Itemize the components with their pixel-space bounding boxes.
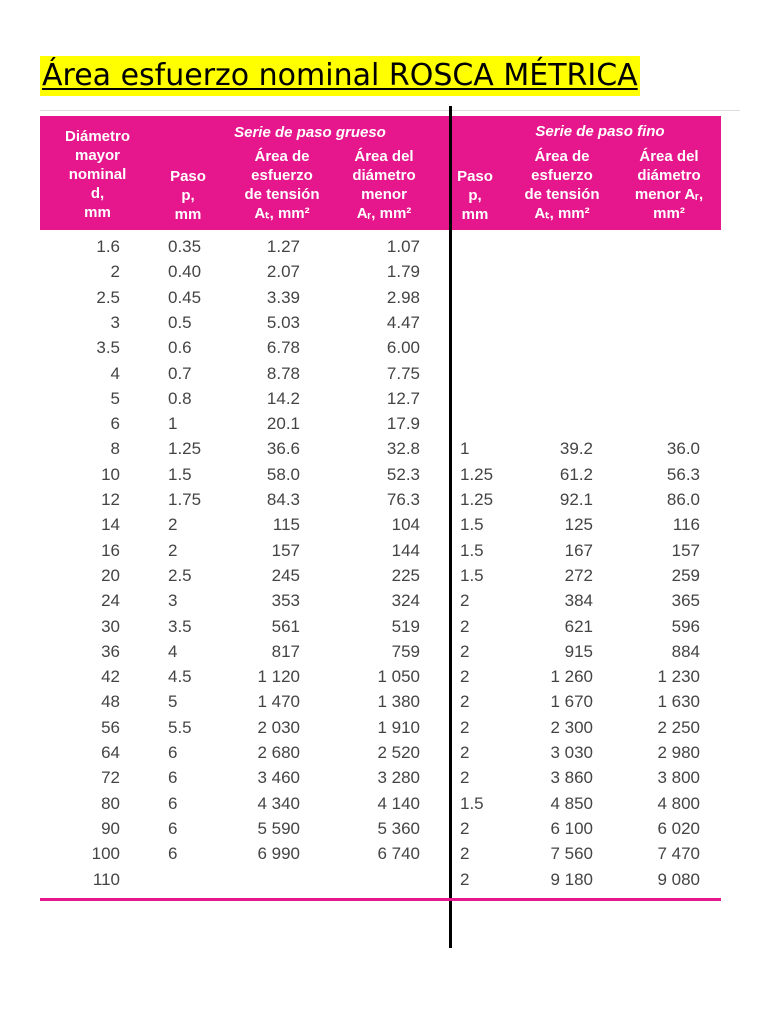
cell-pitch-coarse: 2	[168, 540, 178, 560]
table-row	[0, 715, 768, 740]
cell-tensile-area-fine: 1 260	[550, 667, 593, 687]
cell-pitch-coarse: 2.5	[168, 565, 192, 585]
cell-diameter: 16	[101, 540, 120, 560]
cell-pitch-fine: 2	[460, 692, 470, 712]
page-title: Área esfuerzo nominal ROSCA MÉTRICA	[40, 56, 640, 96]
cell-pitch-coarse: 0.7	[168, 363, 192, 383]
cell-tensile-area-coarse: 6.78	[266, 338, 300, 358]
cell-minor-area-coarse: 17.9	[386, 414, 420, 434]
cell-minor-area-coarse: 4 140	[377, 793, 420, 813]
cell-minor-area-coarse: 12.7	[386, 388, 420, 408]
cell-tensile-area-coarse: 245	[271, 565, 300, 585]
cell-pitch-coarse: 5.5	[168, 717, 192, 737]
cell-diameter: 24	[101, 591, 120, 611]
table-row	[0, 639, 768, 664]
table-row	[0, 462, 768, 487]
cell-pitch-fine: 2	[460, 616, 470, 636]
cell-tensile-area-fine: 7 560	[550, 844, 593, 864]
table-row	[0, 588, 768, 613]
table-row	[0, 335, 768, 360]
cell-tensile-area-fine: 61.2	[559, 464, 593, 484]
cell-pitch-coarse: 1.75	[168, 490, 202, 509]
cell-tensile-area-coarse: 4 340	[257, 793, 300, 813]
header-minor-area-coarse: Área del diámetro menor Aᵣ, mm²	[352, 148, 416, 222]
cell-tensile-area-coarse: 84.3	[266, 490, 300, 509]
cell-tensile-area-coarse: 20.1	[266, 414, 300, 434]
cell-tensile-area-coarse: 5.03	[266, 312, 300, 332]
cell-diameter: 2	[110, 262, 120, 282]
cell-tensile-area-fine: 9 180	[550, 869, 593, 889]
cell-minor-area-coarse: 519	[391, 616, 420, 636]
cell-minor-area-fine: 884	[671, 641, 700, 661]
cell-tensile-area-coarse: 3 460	[257, 768, 300, 788]
cell-pitch-coarse: 5	[168, 692, 178, 712]
cell-tensile-area-fine: 272	[564, 565, 593, 585]
cell-diameter: 20	[101, 565, 120, 585]
cell-diameter: 42	[101, 667, 120, 687]
cell-tensile-area-coarse: 14.2	[266, 388, 300, 408]
header-diameter: Diámetro mayor nominal d, mm	[64, 128, 131, 221]
cell-pitch-fine: 1.5	[460, 793, 484, 813]
cell-pitch-fine: 1.25	[460, 490, 494, 509]
cell-pitch-coarse: 6	[168, 844, 178, 864]
cell-tensile-area-coarse: 2.07	[266, 262, 300, 282]
cell-tensile-area-fine: 6 100	[550, 818, 593, 838]
cell-minor-area-coarse: 3 280	[377, 768, 420, 788]
cell-minor-area-coarse: 144	[391, 540, 420, 560]
cell-minor-area-coarse: 1.79	[386, 262, 420, 282]
cell-tensile-area-coarse: 6 990	[257, 844, 300, 864]
cell-pitch-coarse: 4.5	[168, 667, 192, 687]
cell-minor-area-coarse: 2 520	[377, 743, 420, 762]
cell-tensile-area-coarse: 8.78	[266, 363, 300, 383]
cell-pitch-fine: 2	[460, 641, 470, 661]
cell-tensile-area-fine: 2 300	[550, 717, 593, 737]
cell-minor-area-fine: 2 980	[657, 743, 700, 762]
table-row	[0, 285, 768, 310]
cell-pitch-coarse: 1	[168, 414, 178, 434]
cell-tensile-area-fine: 384	[564, 591, 593, 611]
cell-diameter: 3	[110, 312, 120, 332]
table-row	[0, 867, 768, 892]
cell-pitch-coarse: 0.35	[168, 237, 202, 256]
cell-pitch-coarse: 3	[168, 591, 178, 611]
cell-minor-area-fine: 365	[671, 591, 700, 611]
cell-minor-area-fine: 259	[671, 565, 700, 585]
cell-minor-area-fine: 2 250	[657, 717, 700, 737]
cell-pitch-coarse: 0.45	[168, 287, 202, 307]
cell-diameter: 48	[101, 692, 120, 712]
title-block	[40, 56, 640, 96]
table-header	[40, 116, 721, 230]
cell-pitch-fine: 1	[460, 439, 470, 459]
cell-tensile-area-fine: 167	[564, 540, 593, 560]
cell-diameter: 3.5	[96, 338, 120, 358]
cell-tensile-area-coarse: 115	[272, 515, 300, 535]
cell-tensile-area-coarse: 1.27	[266, 237, 300, 256]
cell-pitch-fine: 1.5	[460, 515, 484, 535]
cell-minor-area-fine: 56.3	[666, 464, 700, 484]
table-row	[0, 487, 768, 512]
table-row	[0, 664, 768, 689]
cell-pitch-coarse: 0.6	[168, 338, 192, 358]
cell-minor-area-coarse: 1.07	[386, 237, 420, 256]
cell-minor-area-coarse: 52.3	[386, 464, 420, 484]
cell-minor-area-coarse: 32.8	[386, 439, 420, 459]
cell-tensile-area-fine: 3 030	[550, 743, 593, 762]
cell-minor-area-fine: 1 630	[657, 692, 700, 712]
cell-tensile-area-coarse: 1 470	[257, 692, 300, 712]
cell-minor-area-coarse: 6 740	[377, 844, 420, 864]
header-tensile-area-fine: Área de esfuerzo de tensión Aₜ, mm²	[524, 148, 600, 222]
cell-tensile-area-coarse: 1 120	[257, 667, 300, 687]
cell-diameter: 30	[101, 616, 120, 636]
cell-tensile-area-fine: 3 860	[550, 768, 593, 788]
cell-pitch-fine: 1.5	[460, 540, 484, 560]
cell-minor-area-fine: 7 470	[657, 844, 700, 864]
table-row	[0, 436, 768, 461]
table-row	[0, 512, 768, 537]
cell-minor-area-fine: 3 800	[657, 768, 700, 788]
cell-minor-area-fine: 6 020	[657, 818, 700, 838]
cell-minor-area-fine: 1 230	[657, 667, 700, 687]
cell-diameter: 10	[101, 464, 120, 484]
cell-minor-area-coarse: 1 380	[377, 692, 420, 712]
cell-tensile-area-fine: 92.1	[559, 490, 593, 509]
cell-diameter: 100	[91, 844, 120, 864]
cell-pitch-coarse: 0.8	[168, 388, 192, 408]
header-group-coarse: Serie de paso grueso	[234, 124, 386, 141]
top-divider	[40, 110, 740, 111]
cell-diameter: 56	[101, 717, 120, 737]
cell-pitch-coarse: 1.5	[168, 464, 192, 484]
cell-pitch-coarse: 3.5	[168, 616, 192, 636]
cell-tensile-area-coarse: 817	[271, 641, 300, 661]
cell-minor-area-coarse: 4.47	[386, 312, 420, 332]
header-group-fine: Serie de paso fino	[535, 123, 665, 140]
cell-tensile-area-coarse: 58.0	[266, 464, 300, 484]
cell-minor-area-coarse: 1 050	[377, 667, 420, 687]
cell-pitch-fine: 2	[460, 768, 470, 788]
cell-tensile-area-coarse: 5 590	[257, 818, 300, 838]
cell-tensile-area-coarse: 353	[271, 591, 300, 611]
cell-minor-area-coarse: 2.98	[386, 287, 420, 307]
cell-diameter: 8	[110, 439, 120, 459]
cell-minor-area-fine: 596	[671, 616, 700, 636]
cell-diameter: 80	[101, 793, 120, 813]
cell-pitch-fine: 2	[460, 869, 470, 889]
cell-pitch-coarse: 6	[168, 793, 178, 813]
cell-pitch-fine: 2	[460, 717, 470, 737]
cell-pitch-fine: 1.25	[460, 464, 494, 484]
cell-tensile-area-coarse: 3.39	[266, 287, 300, 307]
cell-minor-area-coarse: 1 910	[377, 717, 420, 737]
table-row	[0, 361, 768, 386]
table-row	[0, 538, 768, 563]
cell-tensile-area-fine: 125	[564, 515, 593, 535]
cell-minor-area-fine: 116	[672, 515, 700, 535]
cell-pitch-coarse: 6	[168, 743, 178, 762]
cell-pitch-fine: 2	[460, 591, 470, 611]
cell-tensile-area-fine: 39.2	[559, 439, 593, 459]
cell-minor-area-coarse: 324	[391, 591, 420, 611]
cell-diameter: 64	[101, 743, 120, 762]
cell-minor-area-coarse: 759	[391, 641, 420, 661]
table-row	[0, 259, 768, 284]
cell-tensile-area-fine: 915	[564, 641, 593, 661]
cell-pitch-coarse: 0.40	[168, 262, 202, 282]
cell-diameter: 6	[110, 414, 120, 434]
cell-pitch-fine: 1.5	[460, 565, 484, 585]
cell-pitch-coarse: 1.25	[168, 439, 202, 459]
table-row	[0, 614, 768, 639]
cell-minor-area-fine: 9 080	[657, 869, 700, 889]
cell-diameter: 5	[110, 388, 120, 408]
cell-tensile-area-fine: 4 850	[550, 793, 593, 813]
cell-tensile-area-coarse: 2 030	[257, 717, 300, 737]
table-row	[0, 791, 768, 816]
table-row	[0, 765, 768, 790]
cell-pitch-fine: 2	[460, 743, 470, 762]
cell-tensile-area-fine: 621	[564, 616, 593, 636]
table-row	[0, 740, 768, 765]
header-pitch-coarse: Paso p, mm	[170, 168, 206, 223]
cell-pitch-coarse: 2	[168, 515, 178, 535]
header-tensile-area-coarse: Área de esfuerzo de tensión Aₜ, mm²	[244, 148, 320, 222]
vertical-marker-line	[449, 106, 452, 948]
table-row	[0, 386, 768, 411]
cell-pitch-coarse: 4	[168, 641, 178, 661]
cell-diameter: 72	[101, 768, 120, 788]
cell-pitch-coarse: 6	[168, 768, 178, 788]
table-row	[0, 689, 768, 714]
table-row	[0, 816, 768, 841]
cell-tensile-area-coarse: 2 680	[257, 743, 300, 762]
cell-diameter: 14	[101, 515, 120, 535]
cell-diameter: 2.5	[96, 287, 120, 307]
cell-minor-area-fine: 157	[671, 540, 700, 560]
table-row	[0, 411, 768, 436]
bottom-divider	[40, 898, 721, 901]
cell-pitch-fine: 2	[460, 818, 470, 838]
table-row	[0, 841, 768, 866]
cell-tensile-area-coarse: 157	[271, 540, 300, 560]
header-minor-area-fine: Área del diámetro menor Aᵣ, mm²	[634, 148, 704, 222]
cell-diameter: 4	[110, 363, 120, 383]
cell-pitch-fine: 2	[460, 844, 470, 864]
cell-tensile-area-fine: 1 670	[550, 692, 593, 712]
cell-tensile-area-coarse: 561	[271, 616, 300, 636]
table-row	[0, 310, 768, 335]
cell-diameter: 12	[101, 490, 120, 509]
cell-pitch-coarse: 6	[168, 818, 178, 838]
cell-minor-area-coarse: 5 360	[377, 818, 420, 838]
table-row	[0, 563, 768, 588]
cell-minor-area-fine: 36.0	[666, 439, 700, 459]
table-row	[0, 234, 768, 259]
cell-minor-area-coarse: 225	[391, 565, 420, 585]
header-pitch-fine: Paso p, mm	[457, 168, 493, 223]
cell-diameter: 1.6	[96, 237, 120, 256]
cell-pitch-coarse: 0.5	[168, 312, 192, 332]
cell-minor-area-coarse: 7.75	[386, 363, 420, 383]
cell-minor-area-fine: 86.0	[666, 490, 700, 509]
cell-diameter: 110	[92, 869, 120, 889]
cell-minor-area-coarse: 6.00	[386, 338, 420, 358]
cell-diameter: 90	[101, 818, 120, 838]
cell-pitch-fine: 2	[460, 667, 470, 687]
cell-minor-area-coarse: 76.3	[386, 490, 420, 509]
cell-minor-area-coarse: 104	[391, 515, 420, 535]
cell-tensile-area-coarse: 36.6	[266, 439, 300, 459]
cell-minor-area-fine: 4 800	[657, 793, 700, 813]
cell-diameter: 36	[101, 641, 120, 661]
